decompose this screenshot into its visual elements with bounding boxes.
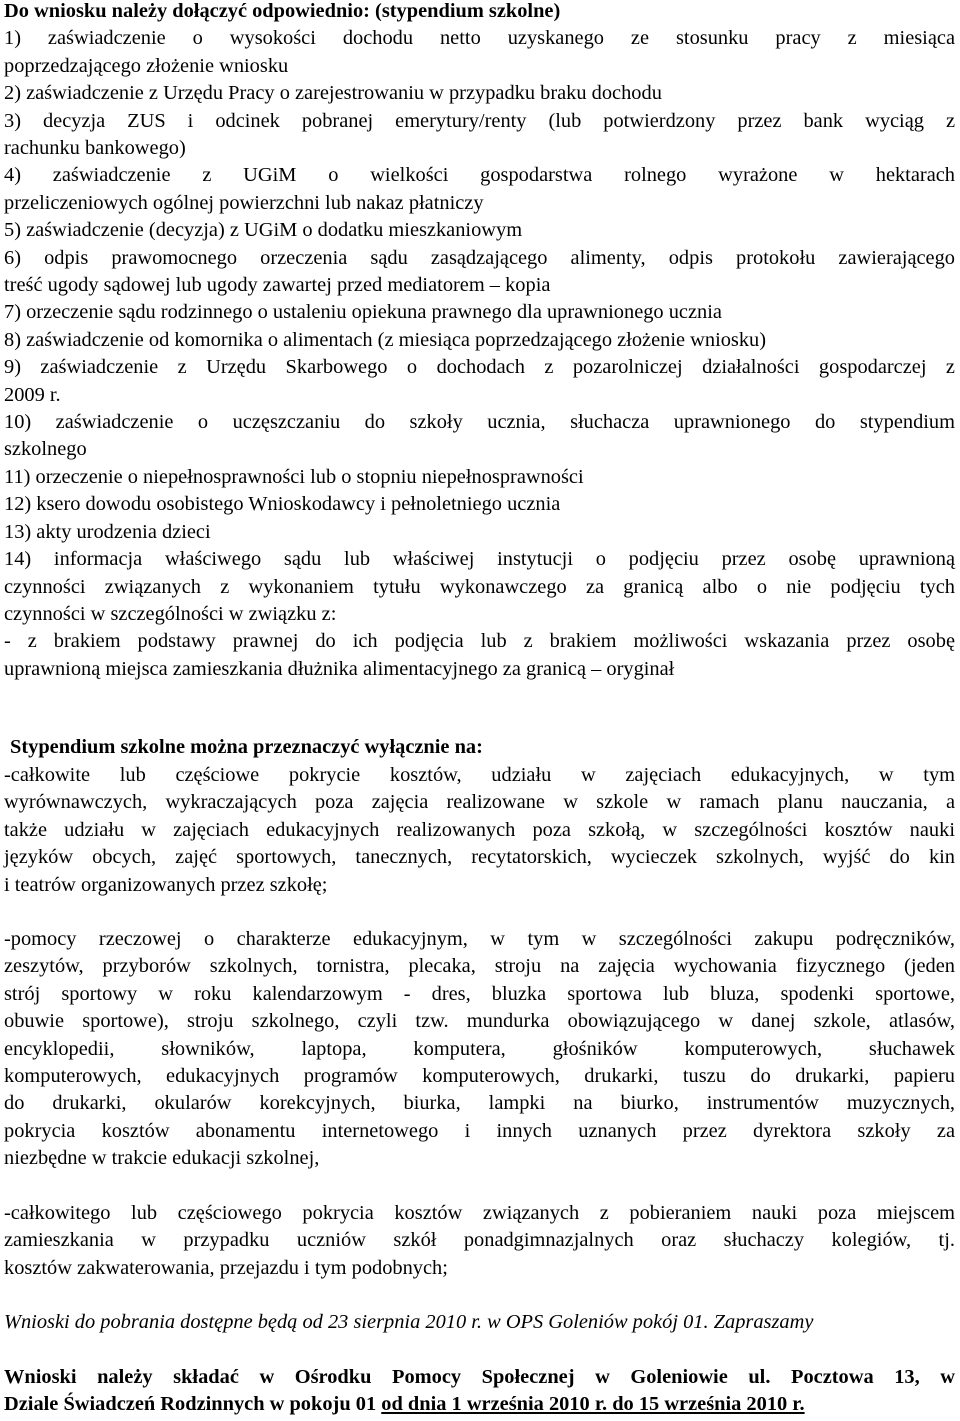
paragraph-line: encyklopedii, słowników, laptopa, komputera, głośników komputerowych, słuchawek xyxy=(4,1037,955,1060)
attachments-heading xyxy=(4,0,955,25)
purposes-heading-text: Stypendium szkolne można przeznaczyć wyłącznie na: xyxy=(10,736,483,758)
purposes-paragraph-2 xyxy=(4,926,955,1173)
submission-dates: od dnia 1 września 2010 r. do 15 września 2010 r. xyxy=(381,1393,805,1416)
list-item-line: 6) odpis prawomocnego orzeczenia sądu zasądzającego alimenty, odpis protokołu zawierającego xyxy=(4,246,955,269)
submission-notice xyxy=(4,1364,955,1419)
attachments-heading-text: Do wniosku należy dołączyć odpowiednio: (stypendium szkolne) xyxy=(4,0,561,22)
list-item-line: 1) zaświadczenie o wysokości dochodu netto uzyskanego ze stosunku pracy z miesiąca xyxy=(4,27,955,50)
submission-line-1: Wnioski należy składać w Ośrodku Pomocy Społecznej w Goleniowie ul. Pocztowa 13, w xyxy=(4,1366,955,1388)
paragraph-line: niezbędne w trakcie edukacji szkolnej, xyxy=(4,1147,320,1170)
purposes-paragraph-3 xyxy=(4,1200,955,1282)
paragraph-line: także udziału w zajęciach edukacyjnych realizowanych poza szkołą, w szczególności kosztów nauki xyxy=(4,818,955,841)
list-item-line: rachunku bankowego) xyxy=(4,137,186,160)
list-item-line: 4) zaświadczenie z UGiM o wielkości gospodarstwa rolnego wyrażone w hektarach xyxy=(4,164,955,187)
paragraph-line: języków obcych, zajęć sportowych, tanecznych, recytatorskich, wycieczek szkolnych, wyjść do kin xyxy=(4,846,955,869)
list-item-line: 7) orzeczenie sądu rodzinnego o ustaleniu opiekuna prawnego dla uprawnionego ucznia xyxy=(4,301,722,324)
list-item-line: czynności w szczególności w związku z: xyxy=(4,602,337,625)
paragraph-line: -całkowite lub częściowe pokrycie kosztów, udziału w zajęciach edukacyjnych, w tym xyxy=(4,764,955,786)
list-item-line: uprawnioną miejsca zamieszkania dłużnika alimentacyjnego za granicą – oryginał xyxy=(4,657,675,680)
list-item-line: 10) zaświadczenie o uczęszczaniu do szkoły ucznia, słuchacza uprawnionego do stypendium xyxy=(4,411,955,434)
paragraph-line: obuwie sportowe), stroju szkolnego, czyli tzw. mundurka obowiązującego w danej szkole, atlasów, xyxy=(4,1010,955,1033)
purposes-heading xyxy=(4,734,955,761)
submission-line-2 xyxy=(4,1391,955,1418)
list-item-line: 9) zaświadczenie z Urzędu Skarbowego o dochodach z pozarolniczej działalności gospodarczej z xyxy=(4,356,955,379)
submission-line-2-plain: Dziale Świadczeń Rodzinnych w pokoju 01 xyxy=(4,1393,382,1416)
attachments-list xyxy=(4,25,955,683)
paragraph-line: -całkowitego lub częściowego pokrycia kosztów związanych z pobieraniem nauki poza miejscem xyxy=(4,1202,955,1224)
paragraph-line: zeszytów, przyborów szkolnych, tornistra, plecaka, stroju na zajęcia wychowania fizycznego (jeden xyxy=(4,955,955,978)
list-item-line: szkolnego xyxy=(4,438,87,461)
list-item-line: 5) zaświadczenie (decyzja) z UGiM o dodatku mieszkaniowym xyxy=(4,219,523,242)
list-item-line: 14) informacja właściwego sądu lub właściwej instytucji o podjęciu przez osobę uprawnioną xyxy=(4,548,955,571)
list-item-line: 3) decyzja ZUS i odcinek pobranej emerytury/renty (lub potwierdzony przez bank wyciąg z xyxy=(4,109,955,132)
list-item-line: 13) akty urodzenia dzieci xyxy=(4,520,211,543)
paragraph-line: pokrycia kosztów abonamentu internetowego i innych uznanych przez dyrektora szkoły za xyxy=(4,1119,955,1142)
purposes-paragraph-1 xyxy=(4,762,955,899)
list-item-line: przeliczeniowych ogólnej powierzchni lub nakaz płatniczy xyxy=(4,191,484,214)
list-item-line: 11) orzeczenie o niepełnosprawności lub o stopniu niepełnosprawności xyxy=(4,465,584,488)
list-item-line: poprzedzającego złożenie wniosku xyxy=(4,54,289,77)
paragraph-line: i teatrów organizowanych przez szkołę; xyxy=(4,873,328,896)
availability-notice xyxy=(4,1309,955,1336)
paragraph-line: kosztów zakwaterowania, przejazdu i tym podobnych; xyxy=(4,1256,448,1279)
list-item-line: 8) zaświadczenie od komornika o alimentach (z miesiąca poprzedzającego złożenie wniosku) xyxy=(4,328,767,351)
list-item-line: treść ugody sądowej lub ugody zawartej przed mediatorem – kopia xyxy=(4,274,551,297)
availability-text: Wnioski do pobrania dostępne będą od 23 sierpnia 2010 r. w OPS Goleniów pokój 01. Zapraszamy xyxy=(4,1311,814,1333)
list-item-line: 2) zaświadczenie z Urzędu Pracy o zarejestrowaniu w przypadku braku dochodu xyxy=(4,82,662,105)
paragraph-line: komputerowych, edukacyjnych programów komputerowych, drukarki, tuszu do drukarki, papieru xyxy=(4,1065,955,1088)
paragraph-line: wyrównawczych, wykraczających poza zajęcia realizowane w szkole w ramach planu nauczania, a xyxy=(4,791,955,814)
paragraph-line: zamieszkania w przypadku uczniów szkół ponadgimnazjalnych oraz słuchaczy kolegiów, tj. xyxy=(4,1229,955,1252)
list-item-line: - z brakiem podstawy prawnej do ich podjęcia lub z brakiem możliwości wskazania przez osobę xyxy=(4,630,955,653)
paragraph-line: -pomocy rzeczowej o charakterze edukacyjnym, w tym w szczególności zakupu podręczników, xyxy=(4,928,955,950)
list-item-line: czynności związanych z wykonaniem tytułu wykonawczego za granicą albo o nie podjęciu tych xyxy=(4,575,955,598)
list-item-line: 2009 r. xyxy=(4,383,61,406)
list-item-line: 12) ksero dowodu osobistego Wnioskodawcy i pełnoletniego ucznia xyxy=(4,493,561,516)
paragraph-line: strój sportowy w roku kalendarzowym - dres, bluzka sportowa lub bluza, spodenki sportowe, xyxy=(4,982,955,1005)
paragraph-line: do drukarki, okularów korekcyjnych, biurka, lampki na biurko, instrumentów muzycznych, xyxy=(4,1092,955,1115)
